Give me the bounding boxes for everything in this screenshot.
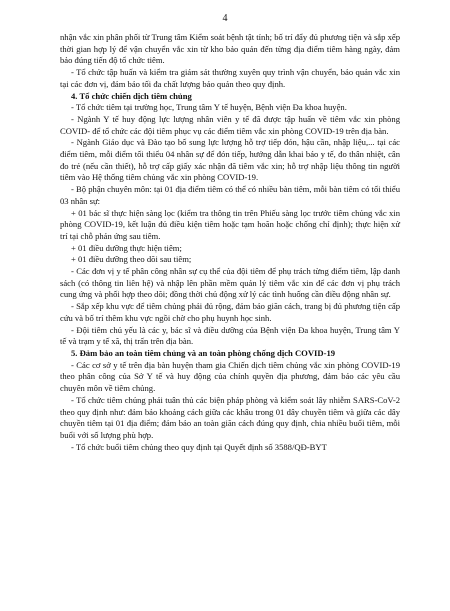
section-heading: 5. Đảm bảo an toàn tiêm chủng và an toàn phòng chống dịch COVID-19	[71, 347, 336, 358]
paragraph: - Tổ chức buổi tiêm chủng theo quy định tại Quyết định số 3588/QĐ-BYT	[71, 441, 327, 452]
paragraph: - Tổ chức tập huấn và kiểm tra giám sát thường xuyên quy trình vận chuyển, bảo quản vắc xin tại các đơn vị, đảm bảo tối đa chất lượng bảo quản theo quy định.	[60, 67, 400, 89]
paragraph: - Bộ phận chuyên môn: tại 01 địa điểm tiêm có thể có nhiều bàn tiêm, mỗi bàn tiêm có tối thiểu 03 nhân sự:	[60, 184, 400, 206]
paragraph: + 01 bác sĩ thực hiện sàng lọc (kiểm tra thông tin trên Phiếu sàng lọc trước tiêm chủng vắc xin phòng COVID-19, kết luận đủ điều kiện tiêm hoặc tạm hoãn hoặc chống chỉ định); thực hiện xử trí tại chỗ phản ứng sau tiêm.	[60, 207, 400, 241]
document-body	[60, 32, 400, 453]
page-number: 4	[222, 13, 228, 24]
paragraph: - Tổ chức tiêm tại trường học, Trung tâm Y tế huyện, Bệnh viện Đa khoa huyện.	[71, 102, 347, 113]
paragraph: + 01 điều dưỡng thực hiện tiêm;	[71, 242, 182, 253]
paragraph: - Tổ chức tiêm chủng phải tuân thủ các biện pháp phòng và kiểm soát lây nhiễm SARS-CoV-2 theo quy định như: đảm bảo khoảng cách giữa các khâu trong 01 dây chuyền tiêm và giữa các dây chuyền tiêm tại 01 địa điểm; đảm bảo an toàn giãn cách đúng quy định, chia nhiều buổi tiêm, mỗi buổi với số lượng phù hợp.	[60, 394, 400, 440]
paragraph: - Các cơ sở y tế trên địa bàn huyện tham gia Chiến dịch tiêm chủng vắc xin phòng COVID-19 theo phân công của Sở Y tế và huy động của chính quyền địa phương, đảm bảo các yêu cầu chuyên môn về tiêm chủng.	[60, 359, 400, 394]
paragraph: + 01 điều dưỡng theo dõi sau tiêm;	[71, 254, 192, 265]
paragraph: - Ngành Giáo dục và Đào tạo bố sung lực lượng hỗ trợ tiếp đón, hậu cần, nhập liệu,... tại các điểm tiêm, mỗi điểm tối thiểu 04 nhân sự để đón tiếp, hướng dẫn khai báo y tế, đo thân nhiệt, cân đo trẻ (nếu cần thiết), hỗ trợ cấp giấy xác nhận đã tiêm vắc xin; hỗ trợ nhập liệu thông tin người tiêm vào Hệ thống tiêm chủng vắc xin phòng COVID-19.	[60, 137, 400, 183]
paragraph: nhận vắc xin phân phối từ Trung tâm Kiểm soát bệnh tật tỉnh; bố trí đẩy đủ phương tiện và sắp xếp thời gian hợp lý để vận chuyển vắc xin từ kho bảo quản đến từng địa điểm tiêm hàng ngày, đảm bảo đúng tiến độ tổ chức tiêm.	[60, 32, 400, 66]
paragraph: - Sắp xếp khu vực để tiêm chủng phải đủ rộng, đảm bảo giãn cách, trang bị đủ phương tiện cấp cứu và bố trí thêm khu vực ngồi chờ cho phụ huynh học sinh.	[60, 301, 400, 323]
section-heading: 4. Tổ chức chiến dịch tiêm chủng	[71, 90, 192, 101]
paragraph: - Đội tiêm chủ yếu là các y, bác sĩ và điều dưỡng của Bệnh viện Đa khoa huyện, Trung tâm Y tế và trạm y tế xã, thị trấn trên địa bàn.	[60, 324, 400, 347]
paragraph: - Ngành Y tế huy động lực lượng nhân viên y tế đã được tập huấn về tiêm vắc xin phòng COVID- để tổ chức các đội tiêm phục vụ các điểm tiêm vắc xin phòng COVID-19 trên địa bàn.	[60, 113, 400, 136]
paragraph: - Các đơn vị y tế phân công nhân sự cụ thể của đội tiêm để phụ trách từng điểm tiêm, lập danh sách (có thông tin liên hệ) và nhập lên phần mềm quản lý tiêm vắc xin để các đơn vị phụ trách cung ứng và phối hợp theo dõi; đồng thời chủ động xử lý các tình huống cần điều động nhân sự.	[60, 266, 400, 300]
